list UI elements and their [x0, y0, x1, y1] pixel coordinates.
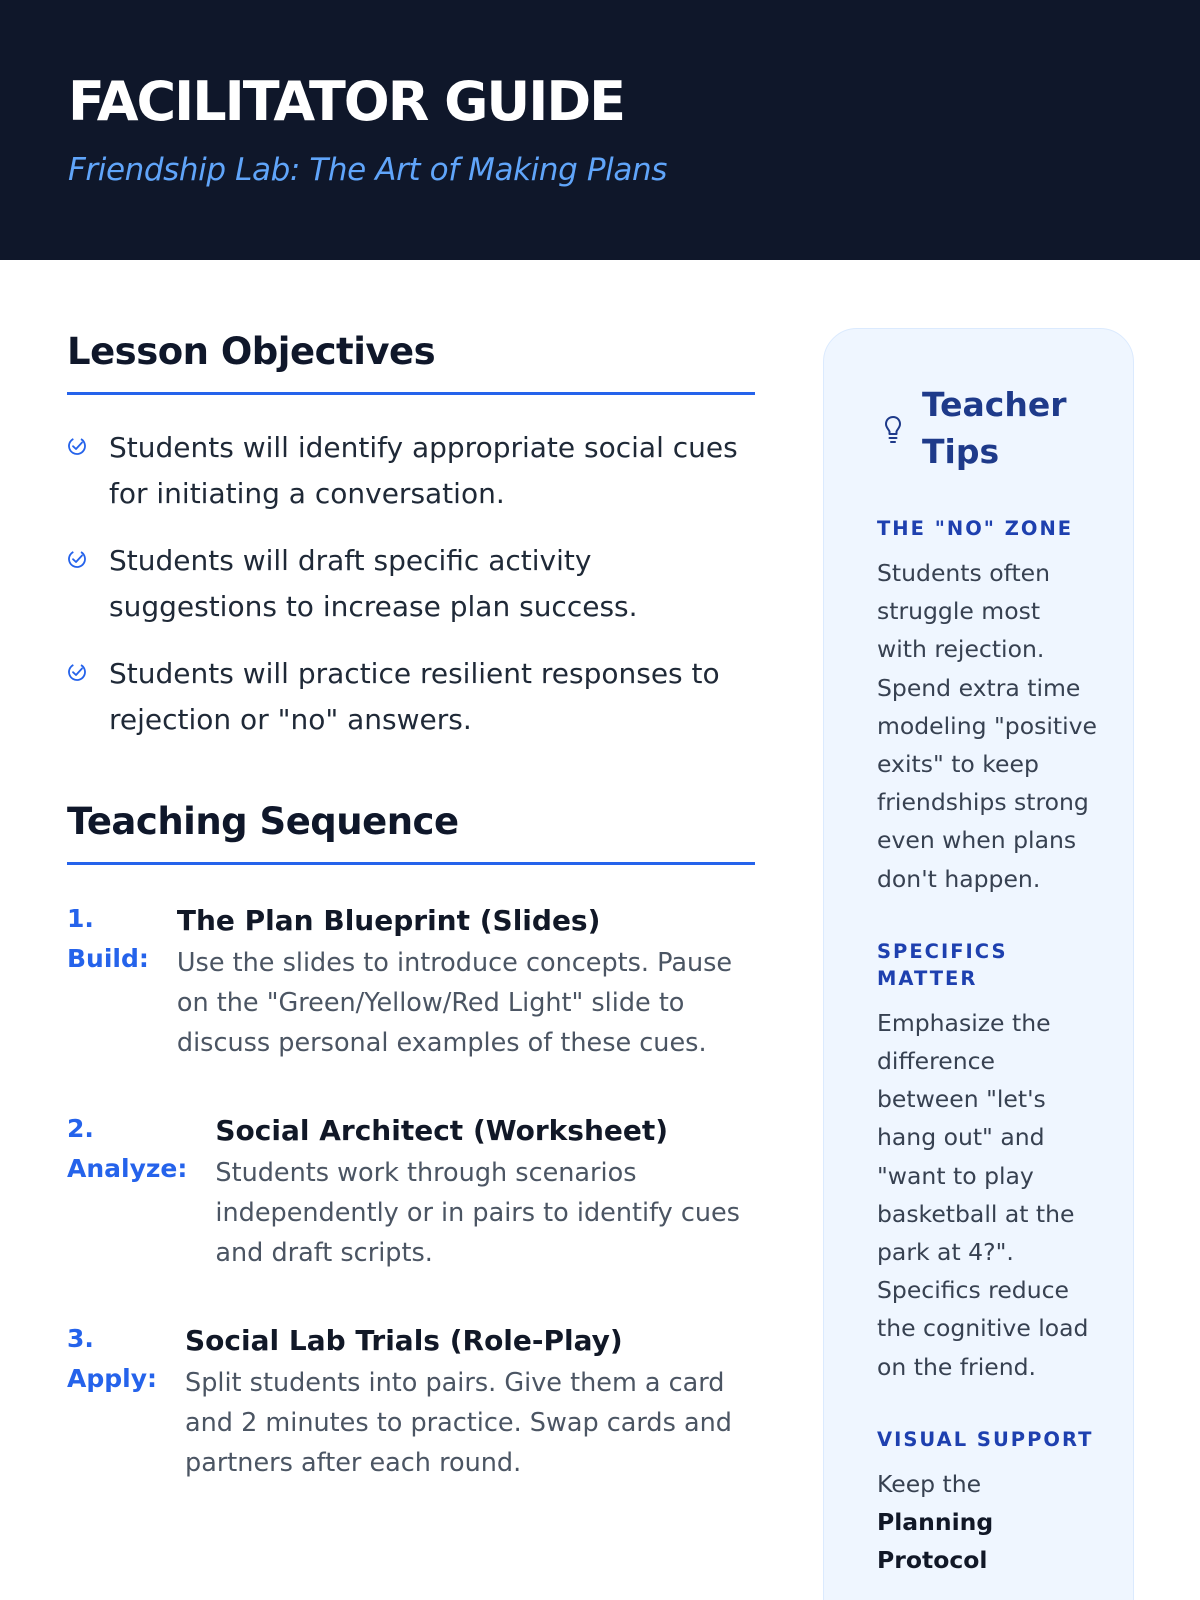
step-description: Students work through scenarios independently or in pairs to identify cues and draft scripts.	[215, 1158, 740, 1268]
step-number: 1.	[67, 904, 94, 933]
check-circle-icon	[67, 662, 87, 682]
tip-item	[877, 515, 1097, 898]
objective-text: Students will draft specific activity suggestions to increase plan success.	[109, 544, 638, 623]
tip-text: Emphasize the difference between "let's hang out" and "want to play basketball at the park at 4?". Specifics reduce the cognitive load on the friend.	[877, 1008, 1089, 1381]
tip-text-start: Keep the	[877, 1469, 982, 1498]
tip-label: THE "NO" ZONE	[877, 517, 1074, 540]
check-circle-icon	[67, 436, 87, 456]
step-label	[67, 1109, 215, 1273]
tip-label: VISUAL SUPPORT	[877, 1427, 1094, 1451]
header-banner	[0, 0, 1200, 260]
tips-title: Teacher Tips	[922, 385, 1067, 471]
step-description: Split students into pairs. Give them a card and 2 minutes to practice. Swap cards and partners after each round.	[185, 1368, 732, 1478]
step-body	[215, 1109, 755, 1273]
step-label	[67, 899, 177, 1063]
objectives-list	[67, 425, 755, 743]
page-title: FACILITATOR GUIDE	[68, 70, 625, 133]
step-phase: Apply:	[67, 1364, 158, 1393]
objective-text: Students will identify appropriate social cues for initiating a conversation.	[109, 431, 738, 510]
tips-body	[877, 515, 1097, 1600]
sequence-heading: Teaching Sequence	[67, 798, 755, 865]
teacher-tips-panel	[823, 328, 1134, 1600]
sequence-step	[67, 1319, 755, 1483]
tip-text: Students often struggle most with rejection. Spend extra time modeling "positive exits" to keep friendships strong even when plans don't happen.	[877, 559, 1097, 893]
objective-item	[67, 425, 755, 517]
step-label	[67, 1319, 185, 1483]
check-circle-icon	[67, 549, 87, 569]
step-phase: Build:	[67, 944, 149, 973]
step-number: 2.	[67, 1114, 94, 1143]
tip-item	[877, 1426, 1097, 1580]
step-number: 3.	[67, 1324, 94, 1353]
lightbulb-icon	[882, 413, 904, 447]
step-title: Social Architect (Worksheet)	[215, 1114, 669, 1147]
step-title: Social Lab Trials (Role-Play)	[185, 1324, 623, 1357]
tip-label: SPECIFICS MATTER	[877, 939, 1008, 990]
objectives-heading: Lesson Objectives	[67, 328, 755, 395]
sequence-steps	[67, 899, 755, 1483]
step-body	[177, 899, 755, 1063]
tip-item	[877, 938, 1097, 1386]
sequence-step	[67, 899, 755, 1063]
step-phase: Analyze:	[67, 1154, 188, 1183]
tip-text	[877, 1465, 1097, 1580]
step-title: The Plan Blueprint (Slides)	[176, 904, 601, 937]
step-body	[185, 1319, 755, 1483]
step-description: Use the slides to introduce concepts. Pause on the "Green/Yellow/Red Light" slide to discuss personal examples of these cues.	[176, 948, 733, 1058]
objective-text: Students will practice resilient responses to rejection or "no" answers.	[109, 657, 720, 736]
objective-item	[67, 538, 755, 630]
page-subtitle: Friendship Lab: The Art of Making Plans	[68, 152, 667, 188]
objective-item	[67, 651, 755, 743]
main-content	[67, 328, 755, 1529]
tip-text-emphasis: Planning Protocol	[877, 1508, 994, 1575]
sequence-step	[67, 1109, 755, 1273]
